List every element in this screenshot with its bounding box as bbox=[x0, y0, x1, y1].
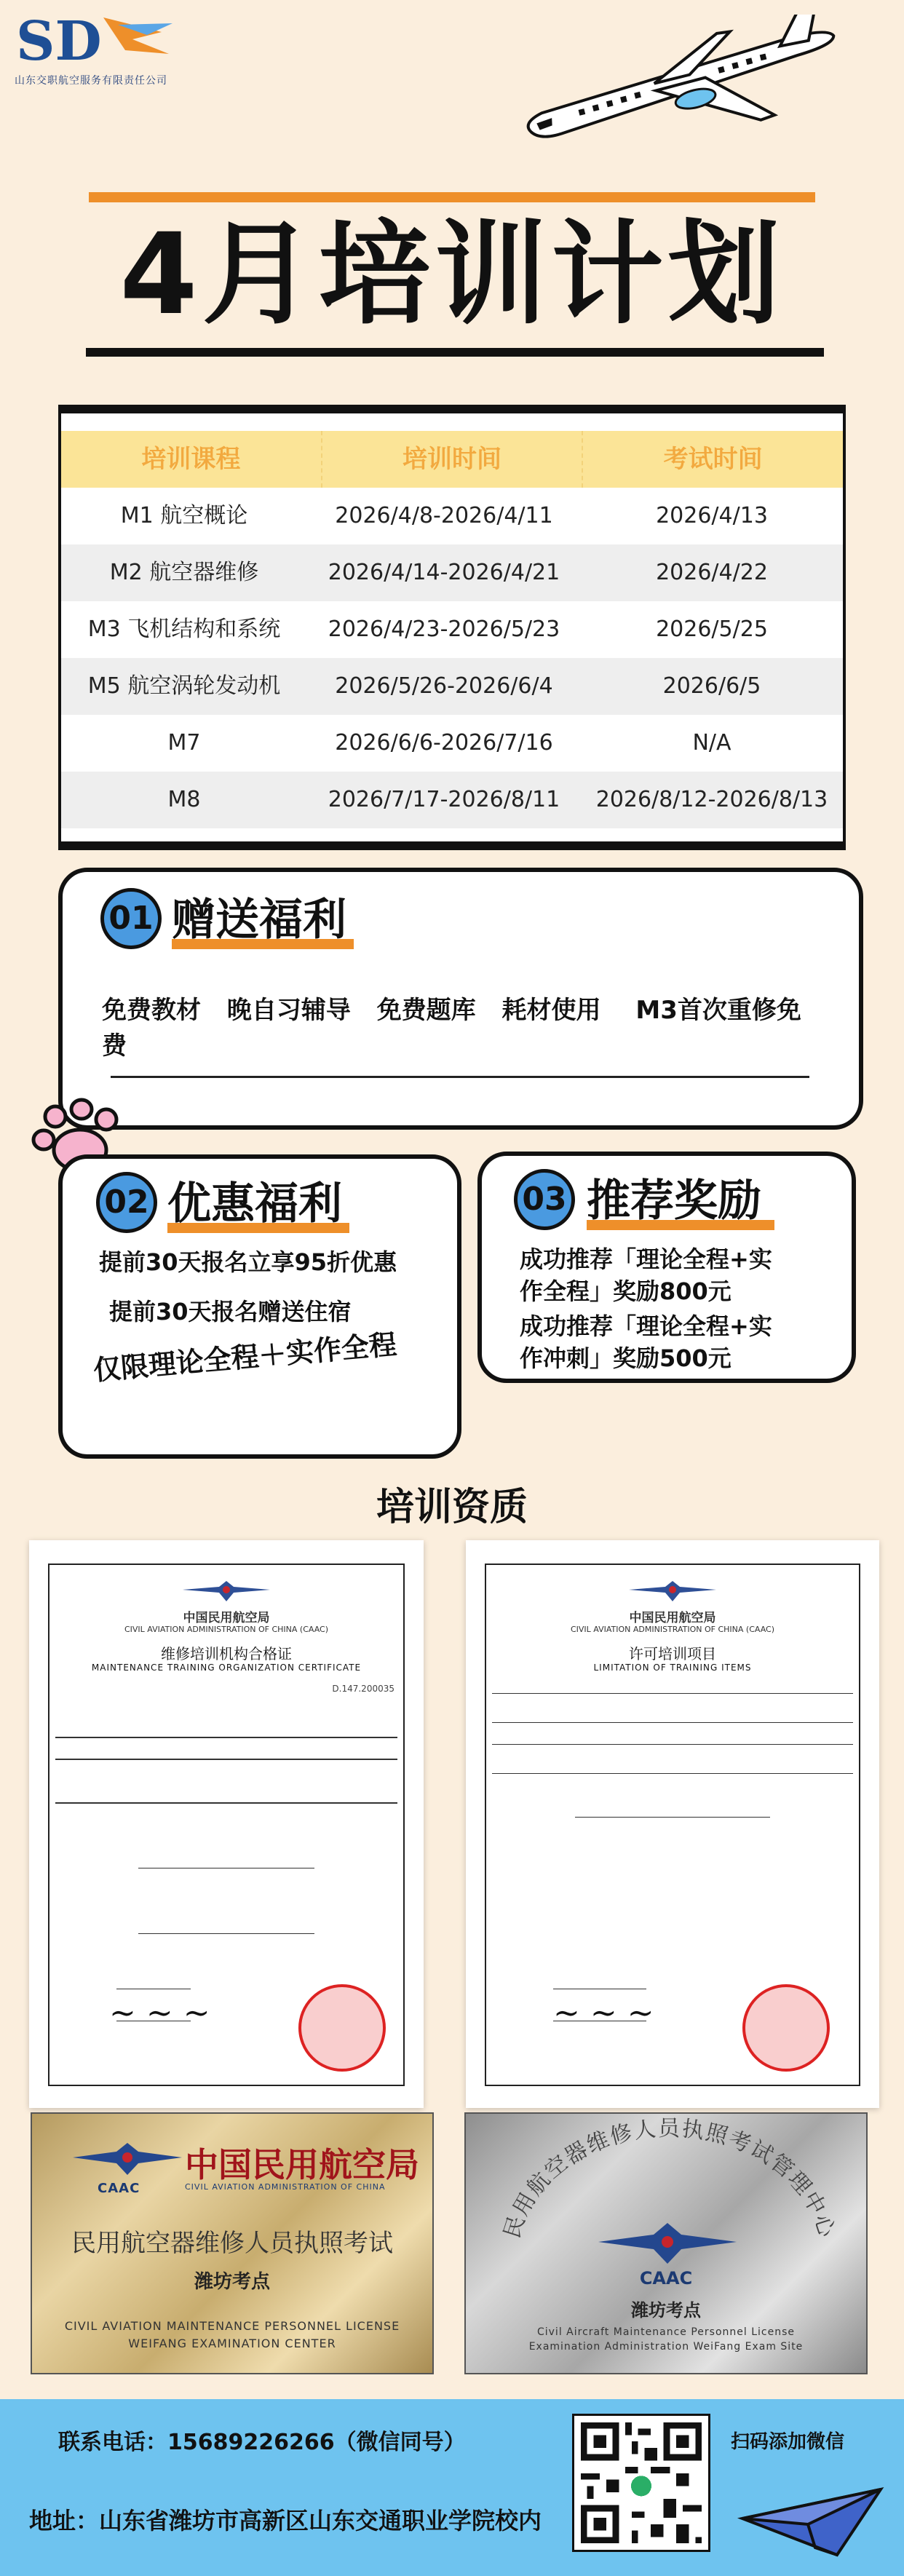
header-exam-time: 考试时间 bbox=[663, 445, 763, 474]
cert-title-cn: 维修培训机构合格证 bbox=[161, 1645, 292, 1662]
header-training-time: 培训时间 bbox=[322, 431, 584, 488]
plaque-line-3b: WEIFANG EXAMINATION CENTER bbox=[128, 2337, 336, 2350]
airplane-icon bbox=[510, 15, 852, 153]
section-title-discount: 优惠福利 bbox=[167, 1178, 342, 1229]
plaque-caac: CAAC bbox=[98, 2181, 140, 2196]
svg-text:民用航空器维修人员执照考试管理中心: 民用航空器维修人员执照考试管理中心 bbox=[499, 2116, 840, 2242]
benefit-item: 免费教材 bbox=[102, 996, 201, 1025]
cert-number: D.147.200035 bbox=[332, 1684, 394, 1694]
benefit-item: M3首次重修免费 bbox=[102, 996, 801, 1061]
cert-title-en: LIMITATION OF TRAINING ITEMS bbox=[593, 1662, 752, 1673]
section-number-03: 03 bbox=[514, 1169, 575, 1230]
schedule-table bbox=[58, 405, 846, 850]
section-title-gift: 赠送福利 bbox=[172, 895, 346, 946]
section-number-01: 01 bbox=[100, 888, 162, 949]
plaque-caac: CAAC bbox=[639, 2268, 693, 2288]
title-bar-bottom bbox=[86, 348, 824, 357]
plaque-org-en: CIVIL AVIATION ADMINISTRATION OF CHINA bbox=[185, 2182, 386, 2192]
cell-training-time: 2026/4/8-2026/4/11 bbox=[335, 503, 553, 528]
referral-line-1a: 成功推荐「理论全程+实 bbox=[520, 1245, 772, 1273]
paper-plane-icon bbox=[728, 2475, 888, 2562]
cell-exam-time: 2026/6/5 bbox=[662, 673, 761, 699]
cell-exam-time: 2026/4/13 bbox=[656, 503, 768, 528]
discount-line-2: 提前30天报名赠送住宿 bbox=[109, 1298, 352, 1325]
table-row bbox=[61, 715, 843, 772]
benefit-item: 耗材使用 bbox=[501, 996, 601, 1025]
cert-org-cn: 中国民用航空局 bbox=[183, 1611, 270, 1625]
plaque-line-3a: Civil Aircraft Maintenance Personnel License bbox=[536, 2326, 795, 2338]
plaque-line-3b: Examination Administration WeiFang Exam Site bbox=[528, 2341, 804, 2353]
official-seal bbox=[742, 1984, 830, 2072]
plaque-line-1: 民用航空器维修人员执照考试 bbox=[71, 2229, 393, 2258]
discount-line-1: 提前30天报名立享95折优惠 bbox=[99, 1248, 397, 1276]
table-row bbox=[61, 772, 843, 828]
benefit-item: 晚自习辅导 bbox=[226, 996, 351, 1025]
cert-org-cn: 中国民用航空局 bbox=[629, 1611, 716, 1625]
gift-benefits-list bbox=[102, 990, 830, 1061]
cell-course: M5 航空涡轮发动机 bbox=[87, 673, 281, 699]
cell-exam-time: 2026/4/22 bbox=[656, 560, 768, 585]
cert-title-cn: 许可培训项目 bbox=[629, 1645, 716, 1662]
exam-center-plaque-silver bbox=[464, 2112, 868, 2374]
referral-line-2a: 成功推荐「理论全程+实 bbox=[520, 1312, 772, 1340]
cell-training-time: 2026/4/23-2026/5/23 bbox=[328, 617, 560, 642]
cell-course: M1 航空概论 bbox=[120, 503, 248, 528]
cell-course: M3 飞机结构和系统 bbox=[87, 617, 281, 642]
training-items-limitation bbox=[466, 1540, 879, 2108]
cell-course: M2 航空器维修 bbox=[109, 560, 259, 585]
referral-line-1b: 作全程」奖励800元 bbox=[520, 1277, 731, 1305]
page-title: 4月培训计划 bbox=[119, 210, 785, 340]
cell-course: M8 bbox=[167, 787, 201, 812]
wechat-qr-code[interactable] bbox=[572, 2414, 710, 2552]
plaque-line-2: 潍坊考点 bbox=[631, 2299, 701, 2321]
logo-letters: SD bbox=[16, 10, 102, 71]
signature: ~ ~ ~ bbox=[109, 1994, 210, 2032]
referral-line-2b: 作冲刺」奖励500元 bbox=[520, 1344, 731, 1372]
address: 地址：山东省潍坊市高新区山东交通职业学院校内 bbox=[29, 2507, 542, 2535]
company-logo bbox=[16, 10, 183, 71]
plaque-line-3a: CIVIL AVIATION MAINTENANCE PERSONNEL LICENSE bbox=[64, 2319, 400, 2333]
scan-to-add-wechat: 扫码添加微信 bbox=[731, 2431, 845, 2453]
certificates-heading: 培训资质 bbox=[376, 1486, 528, 1529]
cell-training-time: 2026/4/14-2026/4/21 bbox=[328, 560, 560, 585]
cell-course: M7 bbox=[167, 730, 201, 756]
caac-emblem-icon bbox=[629, 1581, 716, 1603]
cell-exam-time: 2026/5/25 bbox=[656, 617, 768, 642]
table-row bbox=[61, 544, 843, 601]
caac-emblem-icon bbox=[183, 1581, 270, 1603]
cert-org-en: CIVIL AVIATION ADMINISTRATION OF CHINA (CAAC) bbox=[124, 1625, 329, 1634]
exam-center-plaque-gold bbox=[31, 2112, 434, 2374]
cell-exam-time: N/A bbox=[692, 730, 731, 756]
table-row bbox=[61, 658, 843, 715]
cell-training-time: 2026/6/6-2026/7/16 bbox=[335, 730, 553, 756]
table-row bbox=[61, 488, 843, 544]
contact-phone: 联系电话：15689226266（微信同号） bbox=[58, 2430, 466, 2455]
section-number-02: 02 bbox=[96, 1172, 157, 1233]
table-row bbox=[61, 601, 843, 658]
cert-org-en: CIVIL AVIATION ADMINISTRATION OF CHINA (CAAC) bbox=[570, 1625, 775, 1634]
signature: ~ ~ ~ bbox=[553, 1994, 654, 2032]
section-title-referral: 推荐奖励 bbox=[587, 1176, 761, 1226]
header-course: 培训课程 bbox=[61, 431, 322, 488]
title-bar-top bbox=[89, 192, 815, 202]
cell-exam-time: 2026/8/12-2026/8/13 bbox=[595, 787, 828, 812]
plaque-org-title: 中国民用航空局 bbox=[185, 2145, 419, 2184]
cert-title-en: MAINTENANCE TRAINING ORGANIZATION CERTIFICATE bbox=[91, 1662, 362, 1673]
official-seal bbox=[298, 1984, 386, 2072]
cell-training-time: 2026/7/17-2026/8/11 bbox=[328, 787, 560, 812]
divider-line bbox=[111, 1076, 809, 1078]
cell-training-time: 2026/5/26-2026/6/4 bbox=[335, 673, 553, 699]
company-name: 山东交职航空服务有限责任公司 bbox=[15, 75, 167, 87]
caac-emblem-icon bbox=[73, 2143, 182, 2178]
table-header bbox=[61, 431, 843, 488]
discount-note: 仅限理论全程＋实作全程 bbox=[92, 1328, 398, 1387]
caac-emblem-icon bbox=[598, 2223, 737, 2267]
benefit-item: 免费题库 bbox=[376, 996, 476, 1025]
maintenance-training-certificate bbox=[29, 1540, 424, 2108]
plaque-line-2: 潍坊考点 bbox=[194, 2271, 270, 2293]
